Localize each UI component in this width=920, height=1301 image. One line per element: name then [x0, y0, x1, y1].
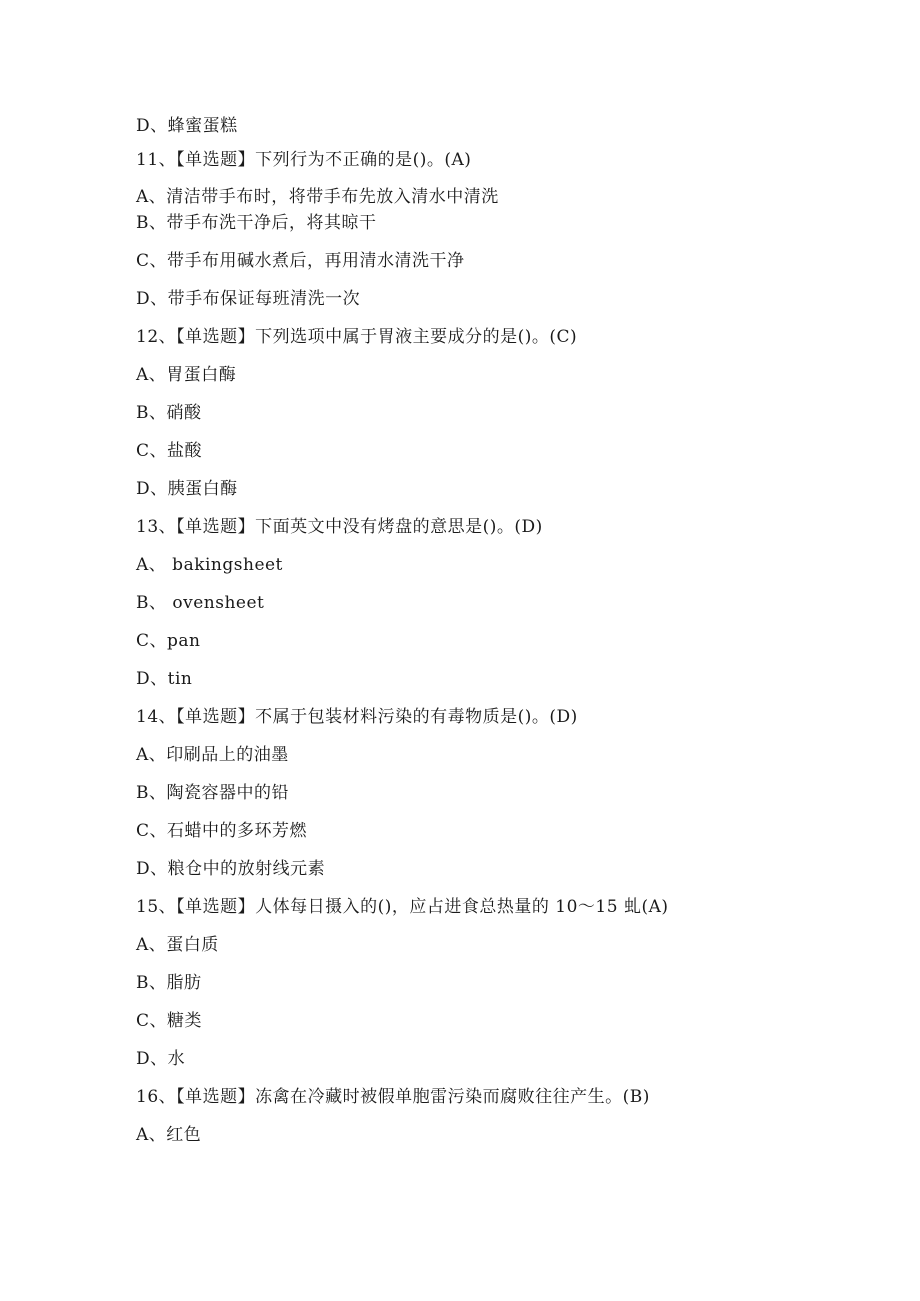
- option-15-c: C、糖类: [136, 1011, 203, 1031]
- option-10-d: D、蜂蜜蛋糕: [136, 116, 238, 136]
- option-14-d: D、粮仓中的放射线元素: [136, 859, 326, 879]
- option-15-d: D、水: [136, 1049, 186, 1069]
- question-14: 14、【单选题】不属于包装材料污染的有毒物质是()。(D): [136, 707, 578, 727]
- option-11-c: C、带手布用碱水煮后，再用清水清洗干净: [136, 251, 465, 271]
- option-16-a: A、红色: [136, 1125, 202, 1145]
- question-16: 16、【单选题】冻禽在冷藏时被假单胞雷污染而腐败往往产生。(B): [136, 1087, 650, 1107]
- option-14-b: B、陶瓷容器中的铅: [136, 783, 289, 803]
- option-15-a: A、蛋白质: [136, 935, 219, 955]
- option-12-d: D、胰蛋白酶: [136, 479, 238, 499]
- option-13-c: C、pan: [136, 631, 201, 651]
- option-12-b: B、硝酸: [136, 403, 202, 423]
- option-11-d: D、带手布保证每班清洗一次: [136, 289, 361, 309]
- option-12-a: A、胃蛋白酶: [136, 365, 237, 385]
- option-14-c: C、石蜡中的多环芳燃: [136, 821, 308, 841]
- option-15-b: B、脂肪: [136, 973, 202, 993]
- option-13-d: D、tin: [136, 669, 193, 689]
- option-13-a: A、 bakingsheet: [136, 555, 283, 575]
- question-12: 12、【单选题】下列选项中属于胃液主要成分的是()。(C): [136, 327, 578, 347]
- option-11-b: B、带手布洗干净后，将其晾干: [136, 213, 377, 233]
- question-13: 13、【单选题】下面英文中没有烤盘的意思是()。(D): [136, 517, 543, 537]
- option-12-c: C、盐酸: [136, 441, 203, 461]
- question-11: 11、【单选题】下列行为不正确的是()。(A): [136, 150, 472, 170]
- option-13-b: B、 ovensheet: [136, 593, 265, 613]
- question-15: 15、【单选题】人体每日摄入的()，应占进食总热量的 10～15 虬(A): [136, 897, 669, 917]
- option-11-a: A、清洁带手布时，将带手布先放入清水中清洗: [136, 187, 499, 207]
- option-14-a: A、印刷品上的油墨: [136, 745, 289, 765]
